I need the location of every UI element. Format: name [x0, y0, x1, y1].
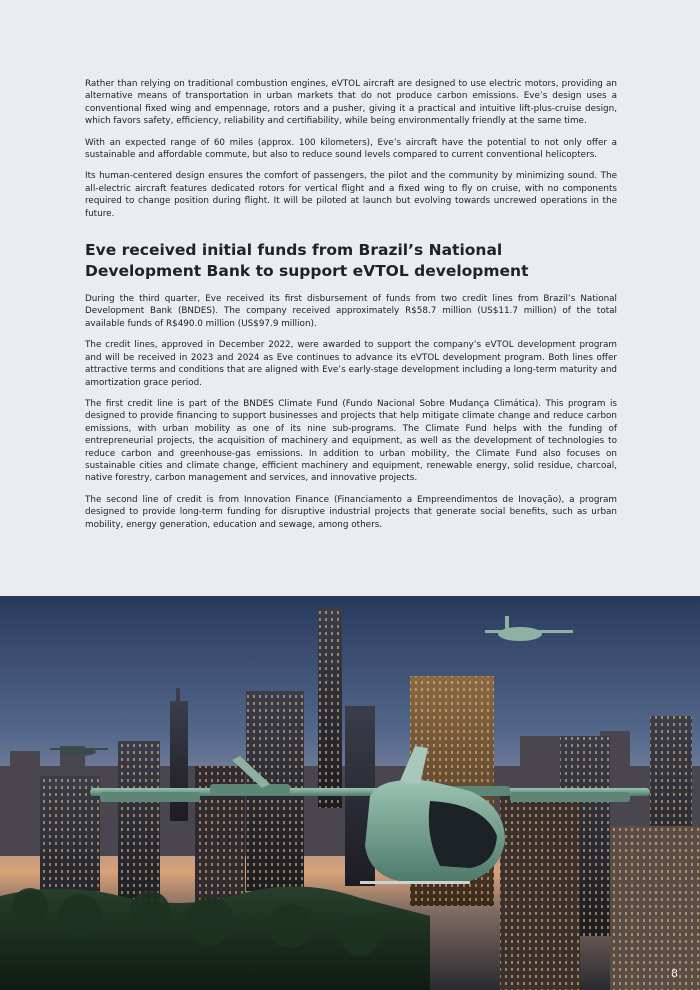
article-body	[85, 78, 617, 540]
intro-paragraph: Its human-centered design ensures the comfort of passengers, the pilot and the community by minimizing sound. The all-electric aircraft features dedicated rotors for vertical flight and a fixed wing to fly on cruise, with no components required to change position during flight. It will be piloted at launch but evolving towards uncrewed operations in the future.	[85, 171, 617, 219]
intro-paragraph: Rather than relying on traditional combustion engines, eVTOL aircraft are designed to use electric motors, providing an alternative means of transportation in urban markets that do not produce carbon emissions. Eve’s design uses a conventional fixed wing and empennage, rotors and a pusher, giving it a practical and intuitive lift-plus-cruise design, which favors safety, efficiency, reliability and certifiability, while being environmentally friendly at the same time.	[85, 79, 617, 127]
evtol-city-photo	[0, 596, 700, 990]
section-paragraph: The first credit line is part of the BNDES Climate Fund (Fundo Nacional Sobre Mudança Climática). This program is designed to provide financing to support businesses and projects that help mitigate climate change and reduce carbon emissions, with urban mobility as one of its nine sub-programs. The Climate Fund helps with the funding of entrepreneurial projects, the acquisition of machinery and equipment, as well as the development of technologies to reduce carbon and greenhouse-gas emissions. In addition to urban mobility, the Climate Fund also focuses on sustainable cities and climate change, efficient machinery and equipment, renewable energy, solid residue, charcoal, native forestry, carbon management and services, and innovative projects.	[85, 398, 617, 484]
page-number: 8	[671, 967, 678, 980]
section-paragraph: During the third quarter, Eve received its first disbursement of funds from two credit lines from Brazil’s National Development Bank (BNDES). The company received approximately R$58.7 million (US$11.7 million) of the total available funds of R$490.0 million (US$97.9 million).	[85, 294, 617, 329]
section-paragraph: The credit lines, approved in December 2022, were awarded to support the company’s eVTOL development program and will be received in 2023 and 2024 as Eve continues to advance its eVTOL development program. Both lines offer attractive terms and conditions that are aligned with Eve’s early-stage development including a long-term maturity and amortization grace period.	[85, 340, 617, 388]
section-paragraph: The second line of credit is from Innovation Finance (Financiamento a Empreendimentos de Inovação), a program designed to provide long-term funding for disruptive industrial projects that generate social benefits, such as urban mobility, energy generation, education and sewage, among others.	[85, 494, 617, 530]
section-heading: Eve received initial funds from Brazil’s National Development Bank to support eVTOL development	[85, 241, 529, 281]
evtol-city-skyline-image	[0, 596, 700, 990]
intro-paragraph: With an expected range of 60 miles (approx. 100 kilometers), Eve’s aircraft have the potential to not only offer a sustainable and affordable commute, but also to reduce sound levels compared to current conventional helicopters.	[85, 137, 617, 161]
